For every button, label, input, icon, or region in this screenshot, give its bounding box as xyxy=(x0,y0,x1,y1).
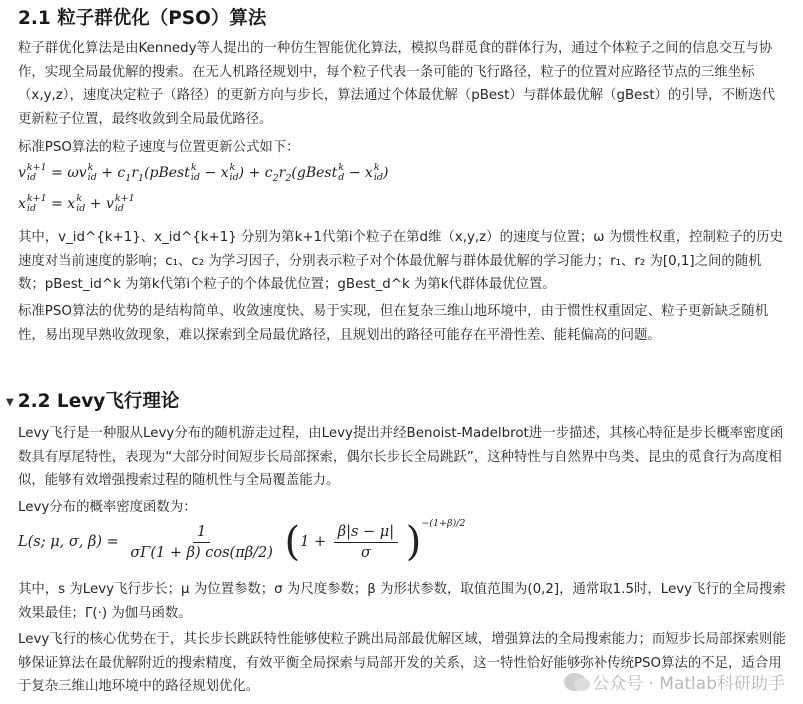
position-update-formula: x k+1 id = x k id + v k+1 id xyxy=(18,193,135,214)
levy-symbol-explanation: 其中，s 为Levy飞行步长；μ 为位置参数；σ 为尺度参数；β 为形状参数，取值范围为(0,2]，通常取1.5时，Levy飞行的全局搜索效果最佳；Γ(·) 为伽马函数。 xyxy=(18,582,786,621)
levy-pdf-formula: L(s; μ, σ, β) = $\frac{1}{\sigma\Gamma(1 + \beta) \cos(\pi\beta/2)}$ (1 + $\frac{\beta|s - \mu|}{\sigma}$ )$^{-(1+\beta)/2}$ xyxy=(18,518,466,565)
section-heading-levy[interactable] xyxy=(6,389,179,415)
pso-intro-paragraph: 粒子群优化算法是由Kennedy等人提出的一种仿生智能优化算法，模拟鸟群觅食的群体行为，通过个体粒子之间的信息交互与协作，实现全局最优解的搜索。在无人机路径规划中，每个粒子代表一条可能的飞行路径，粒子的位置对应路径节点的三维坐标（x,y,z），速度决定粒子（路径）的更新方向与步长，算法通过个体最优解（pBest）与群体最优解（gBest）的引导，不断迭代更新粒子位置，最终收敛到全局最优路径。 xyxy=(18,41,776,127)
velocity-update-formula: v k+1 id = ωv k id + $c_1r_1(pBest$ k id − x k id ) + $c_2r_2(gBest$ k d − x k id ) xyxy=(18,162,389,184)
pdf-intro-text: Levy分布的概率密度函数为： xyxy=(18,500,197,515)
section-heading-pso: 2.1 粒子群优化（PSO）算法 xyxy=(18,8,267,29)
pso-symbol-explanation: 其中，v_id^{k+1}、x_id^{k+1} 分别为第k+1代第i个粒子在第d维（x,y,z）的速度与位置；ω 为惯性权重，控制粒子的历史速度对当前速度的影响；c₁、c₂ 为学习因子，分别表示粒子对个体最优解与群体最优解的学习能力；r₁、r₂ 为[0,1]之间的随机数；pBest_id^k 为第k代第i个粒子的个体最优位置；gBest_d^k 为第k代群体最优位置。 xyxy=(18,230,783,292)
wechat-icon xyxy=(564,673,586,691)
watermark xyxy=(564,669,785,694)
watermark-text: 公众号 · Matlab科研助手 xyxy=(592,674,785,694)
levy-core-paragraph: Levy飞行的核心优势在于，其长步长跳跃特性能够使粒子跳出局部最优解区域，增强算法的全局搜索能力；而短步长局部探索则能够保证算法在最优解附近的搜索精度，有效平衡全局探索与局部开发的关系，这一特性恰好能够弥补传统PSO算法的不足，适合用于复杂三维山地环境中的路径规划优化。 xyxy=(18,632,786,694)
levy-intro-paragraph: Levy飞行是一种服从Levy分布的随机游走过程，由Levy提出并经Benoist-Madelbrot进一步描述，其核心特征是步长概率密度函数具有厚尾特性，表现为“大部分时间短步长局部探索，偶尔长步长全局跳跃”，这种特性与自然界中鸟类、昆虫的觅食行为高度相似，能够有效增强搜索过程的随机性与全局覆盖能力。 xyxy=(18,426,784,488)
collapse-triangle-icon[interactable]: ▼ xyxy=(6,396,14,408)
section-heading-levy-text: 2.2 Levy飞行理论 xyxy=(17,391,180,412)
pso-advantages-paragraph: 标准PSO算法的优势的是结构简单、收敛速度快、易于实现，但在复杂三维山地环境中，由于惯性权重固定、粒子更新缺乏随机性，易出现早熟收敛现象，难以探索到全局最优路径，且规划出的路径可能存在平滑性差、能耗偏高的问题。 xyxy=(18,304,769,343)
formula-intro-text: 标准PSO算法的粒子速度与位置更新公式如下： xyxy=(18,140,300,155)
